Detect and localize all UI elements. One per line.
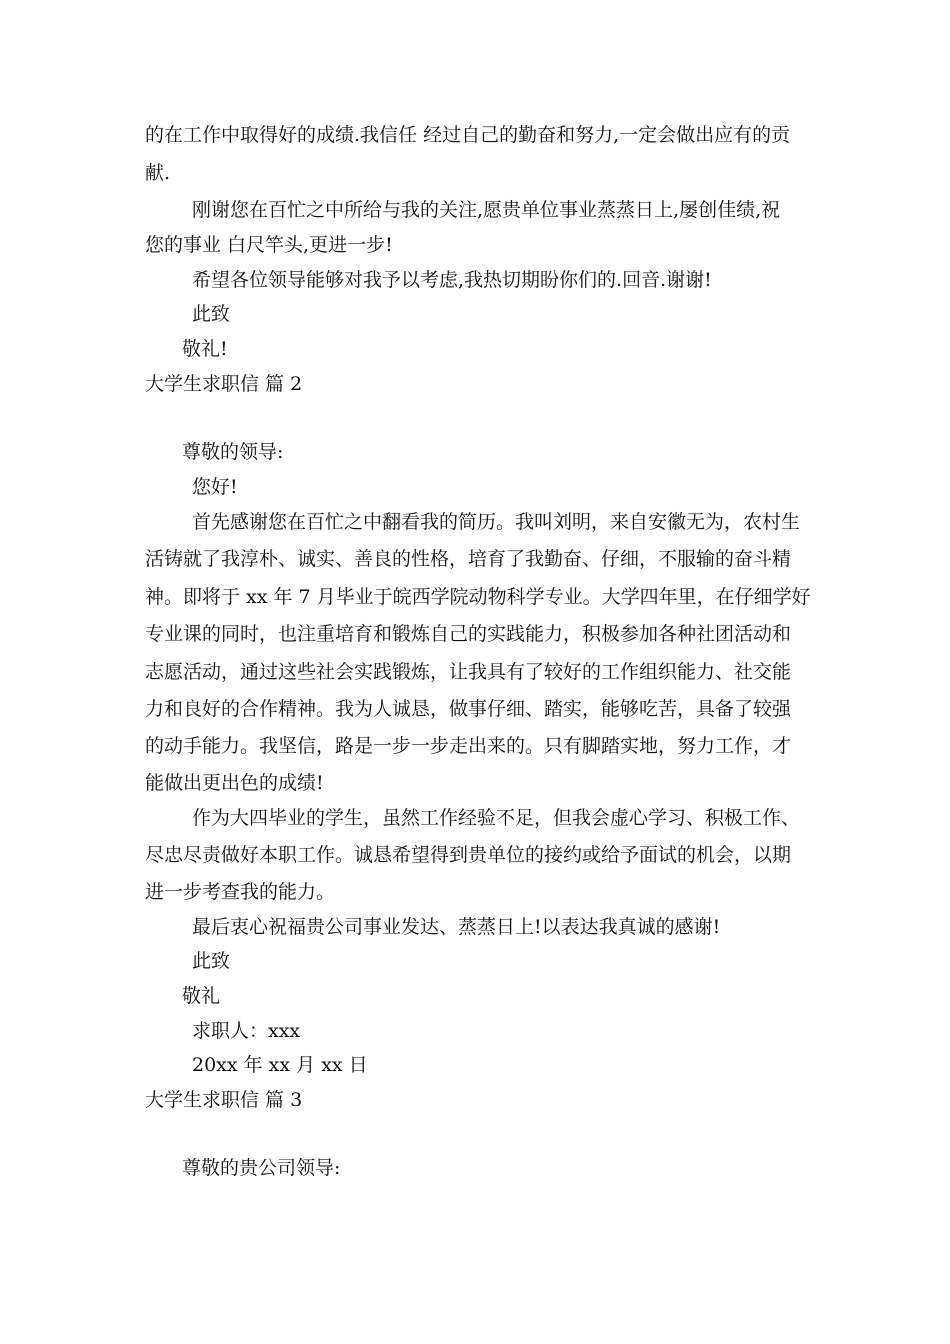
section-heading: 大学生求职信 篇 3 <box>145 1089 303 1111</box>
body-text-line: 首先感谢您在百忙之中翻看我的简历。我叫刘明，来自安徽无为，农村生 <box>192 511 801 533</box>
section-heading: 大学生求职信 篇 2 <box>145 373 303 395</box>
body-text-line: 献. <box>145 162 171 184</box>
salutation: 尊敬的贵公司领导: <box>182 1157 341 1179</box>
body-text-line: 的在工作中取得好的成绩.我信任 经过自己的勤奋和努力,一定会做出应有的贡 <box>145 124 791 146</box>
body-text-line: 能做出更出色的成绩! <box>145 772 324 794</box>
body-text-line: 神。即将于 xx 年 7 月毕业于皖西学院动物科学专业。大学四年里，在仔细学好 <box>145 586 811 608</box>
body-text-line: 力和良好的合作精神。我为人诚恳，做事仔细、踏实，能够吃苦，具备了较强 <box>145 698 792 720</box>
closing-line: 敬礼 <box>182 985 221 1007</box>
body-text-line: 尽忠尽责做好本职工作。诚恳希望得到贵单位的接约或给予面试的机会，以期 <box>145 844 792 866</box>
body-text-line: 刚谢您在百忙之中所给与我的关注,愿贵单位事业蒸蒸日上,屡创佳绩,祝 <box>192 199 781 221</box>
body-text-line: 作为大四毕业的学生，虽然工作经验不足，但我会虚心学习、积极工作、 <box>192 807 801 829</box>
closing-line: 此致 <box>192 303 231 325</box>
body-text-line: 专业课的同时，也注重培育和锻炼自己的实践能力，积极参加各种社团活动和 <box>145 623 792 645</box>
body-text-line: 进一步考查我的能力。 <box>145 881 336 903</box>
body-text-line: 希望各位领导能够对我予以考虑,我热切期盼你们的.回音.谢谢! <box>192 269 712 291</box>
body-text-line: 的动手能力。我坚信，路是一步一步走出来的。只有脚踏实地，努力工作，才 <box>145 735 792 757</box>
date-line: 20xx 年 xx 月 xx 日 <box>192 1054 368 1076</box>
body-text-line: 志愿活动，通过这些社会实践锻炼，让我具有了较好的工作组织能力、社交能 <box>145 661 792 683</box>
body-text-line: 您的事业 白尺竿头,更进一步! <box>145 234 393 256</box>
salutation: 尊敬的领导: <box>182 441 284 463</box>
applicant-line: 求职人：xxx <box>192 1020 301 1042</box>
body-text-line: 活铸就了我淳朴、诚实、善良的性格，培育了我勤奋、仔细，不服输的奋斗精 <box>145 548 792 570</box>
closing-line: 敬礼! <box>182 338 228 360</box>
body-text-line: 最后衷心祝福贵公司事业发达、蒸蒸日上!以表达我真诚的感谢! <box>192 916 721 938</box>
closing-line: 此致 <box>192 950 231 972</box>
greeting: 您好! <box>192 476 238 498</box>
